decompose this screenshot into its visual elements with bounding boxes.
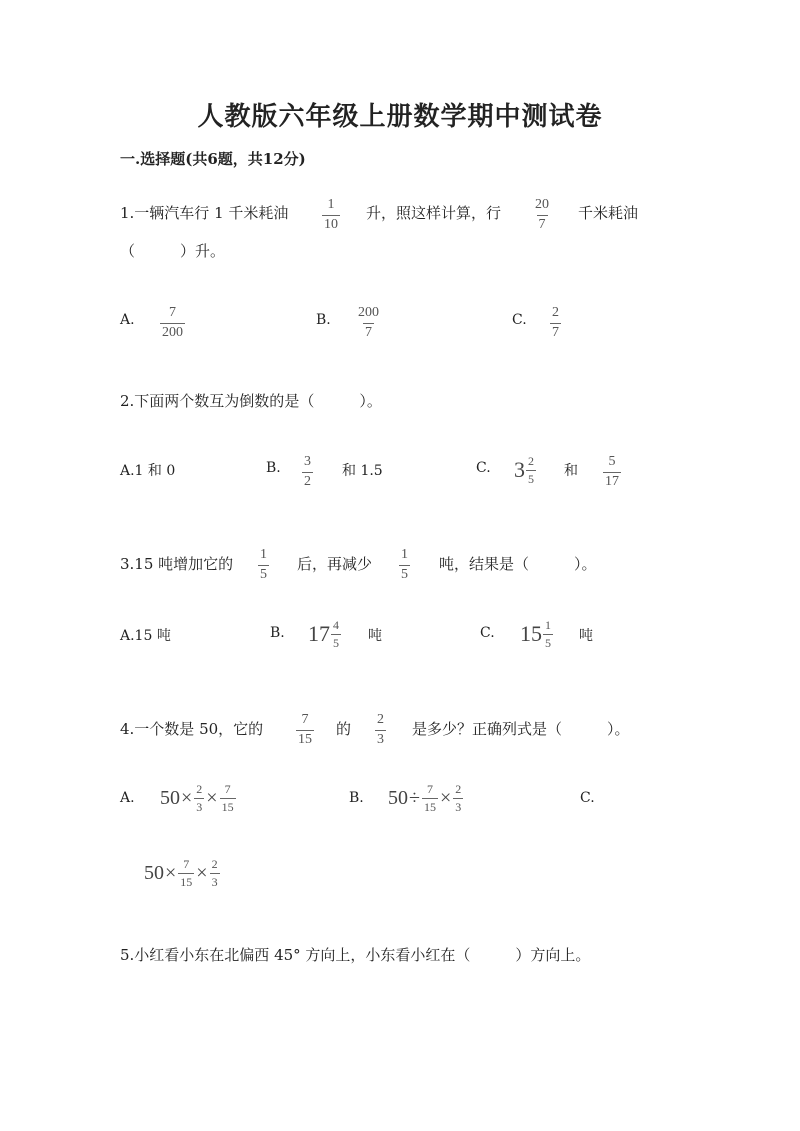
fraction-numerator: 2 bbox=[196, 782, 203, 796]
fraction-denominator: 7 bbox=[365, 324, 372, 340]
expr-number: 50 bbox=[144, 861, 164, 884]
mixed-fraction bbox=[331, 619, 341, 649]
fraction-numerator: 20 bbox=[535, 197, 549, 212]
fraction-denominator: 7 bbox=[538, 216, 546, 232]
q3-text-part3: 吨，结果是（ ）。 bbox=[439, 555, 597, 573]
q3-text-part1: 3.15 吨增加它的 bbox=[120, 555, 234, 573]
q3-option-b-mixed-number bbox=[308, 619, 341, 649]
q4-option-b-label: B. bbox=[349, 790, 364, 806]
q2-option-c-fraction-2 bbox=[603, 455, 621, 489]
expr-fraction-1 bbox=[178, 858, 194, 888]
q3-option-c-unit: 吨 bbox=[579, 628, 593, 644]
fraction-denominator: 5 bbox=[545, 635, 551, 650]
q3-text-part2: 后，再减少 bbox=[297, 555, 373, 573]
fraction-denominator: 15 bbox=[298, 731, 312, 747]
q2-option-a: A.1 和 0 bbox=[120, 463, 176, 479]
q3-option-b-unit: 吨 bbox=[368, 628, 382, 644]
fraction-numerator: 2 bbox=[377, 712, 384, 727]
fraction-denominator: 7 bbox=[552, 324, 559, 340]
q4-option-a-label: A. bbox=[120, 790, 135, 806]
fraction-denominator: 200 bbox=[162, 324, 183, 340]
fraction-numerator: 1 bbox=[401, 547, 408, 562]
page-title: 人教版六年级上册数学期中测试卷 bbox=[197, 102, 603, 132]
q4-option-c-label: C. bbox=[580, 790, 595, 806]
q1-text-part2: 升，照这样计算，行 bbox=[366, 204, 502, 222]
q1-option-c-label: C. bbox=[512, 312, 527, 328]
expr-number: 50 bbox=[388, 786, 408, 809]
fraction-numerator: 2 bbox=[552, 305, 559, 320]
q2-option-c-mixed-number bbox=[514, 455, 536, 485]
q2-option-b-label: B. bbox=[266, 460, 281, 476]
q3-option-a: A.15 吨 bbox=[120, 628, 171, 644]
expr-fraction-2 bbox=[453, 783, 463, 813]
fraction-numerator: 2 bbox=[455, 782, 462, 796]
q1-option-b-label: B. bbox=[316, 312, 331, 328]
mixed-whole: 3 bbox=[514, 457, 525, 483]
fraction-denominator: 2 bbox=[304, 473, 311, 489]
fraction-numerator: 2 bbox=[211, 857, 218, 871]
q3-option-c-label: C. bbox=[480, 625, 495, 641]
fraction-denominator: 3 bbox=[211, 874, 218, 889]
fraction-numerator: 7 bbox=[183, 857, 190, 871]
mixed-whole: 15 bbox=[520, 621, 542, 647]
q5-text: 5.小红看小东在北偏西 45° 方向上，小东看小红在（ ）方向上。 bbox=[120, 946, 591, 964]
section-header: 一.选择题(共6题，共12分) bbox=[120, 150, 306, 168]
expr-fraction-2 bbox=[210, 858, 220, 888]
q4-text-part3: 是多少？正确列式是（ ）。 bbox=[412, 720, 630, 738]
fraction-denominator: 3 bbox=[196, 799, 203, 814]
fraction-denominator: 3 bbox=[377, 731, 384, 747]
fraction-numerator: 5 bbox=[608, 454, 616, 469]
q1-option-a-label: A. bbox=[120, 312, 135, 328]
q1-fraction-2 bbox=[533, 198, 551, 232]
fraction-denominator: 5 bbox=[333, 635, 339, 650]
fraction-numerator: 4 bbox=[333, 618, 339, 632]
fraction-numerator: 2 bbox=[528, 454, 534, 468]
mixed-fraction bbox=[543, 619, 553, 649]
fraction-numerator: 3 bbox=[304, 454, 311, 469]
fraction-denominator: 17 bbox=[605, 473, 619, 489]
fraction-denominator: 15 bbox=[423, 799, 436, 814]
fraction-numerator: 7 bbox=[224, 782, 231, 796]
multiply-symbol: × bbox=[196, 861, 208, 884]
expr-number: 50 bbox=[160, 786, 180, 809]
q2-option-b-suffix: 和 1.5 bbox=[342, 463, 383, 479]
fraction-numerator: 7 bbox=[169, 305, 176, 320]
fraction-numerator: 7 bbox=[301, 712, 309, 727]
multiply-symbol: × bbox=[206, 786, 218, 809]
fraction-denominator: 15 bbox=[180, 874, 193, 889]
fraction-denominator: 5 bbox=[260, 566, 267, 582]
q4-option-b-expression bbox=[388, 783, 464, 813]
q3-fraction-2 bbox=[399, 548, 410, 582]
fraction-denominator: 5 bbox=[401, 566, 408, 582]
q1-text-part1: 1.一辆汽车行 1 千米耗油 bbox=[120, 204, 289, 222]
multiply-symbol: × bbox=[181, 786, 193, 809]
q4-text-part1: 4.一个数是 50，它的 bbox=[120, 720, 264, 738]
q1-text-part3: 千米耗油 bbox=[578, 204, 639, 222]
q4-fraction-1 bbox=[296, 713, 314, 747]
q1-option-a-fraction bbox=[160, 306, 185, 340]
q1-option-b-fraction bbox=[356, 306, 381, 340]
fraction-numerator: 200 bbox=[358, 305, 379, 320]
expr-fraction-1 bbox=[422, 783, 438, 813]
mixed-fraction bbox=[526, 455, 536, 485]
fraction-denominator: 3 bbox=[455, 799, 462, 814]
fraction-denominator: 5 bbox=[528, 471, 534, 486]
q4-option-c-expression bbox=[144, 858, 221, 888]
q4-option-a-expression bbox=[160, 783, 237, 813]
fraction-numerator: 1 bbox=[327, 197, 335, 212]
q1-text-line2: （ ）升。 bbox=[120, 242, 226, 260]
expr-fraction-1 bbox=[194, 783, 204, 813]
fraction-numerator: 1 bbox=[545, 618, 551, 632]
q3-option-c-mixed-number bbox=[520, 619, 553, 649]
q3-fraction-1 bbox=[258, 548, 269, 582]
multiply-symbol: × bbox=[165, 861, 177, 884]
q1-fraction-1 bbox=[322, 198, 340, 232]
fraction-numerator: 7 bbox=[426, 782, 433, 796]
q2-option-c-label: C. bbox=[476, 460, 491, 476]
q4-fraction-2 bbox=[375, 713, 386, 747]
q3-option-b-label: B. bbox=[270, 625, 285, 641]
fraction-denominator: 10 bbox=[324, 216, 338, 232]
mixed-whole: 17 bbox=[308, 621, 330, 647]
expr-fraction-2 bbox=[220, 783, 236, 813]
fraction-denominator: 15 bbox=[221, 799, 234, 814]
q2-text: 2.下面两个数互为倒数的是（ ）。 bbox=[120, 392, 382, 410]
q2-option-c-and: 和 bbox=[564, 463, 578, 479]
q4-text-part2: 的 bbox=[336, 720, 352, 738]
multiply-symbol: × bbox=[439, 786, 452, 809]
q2-option-b-fraction bbox=[302, 455, 313, 489]
divide-symbol: ÷ bbox=[409, 786, 420, 809]
q1-option-c-fraction bbox=[550, 306, 561, 340]
fraction-numerator: 1 bbox=[260, 547, 267, 562]
